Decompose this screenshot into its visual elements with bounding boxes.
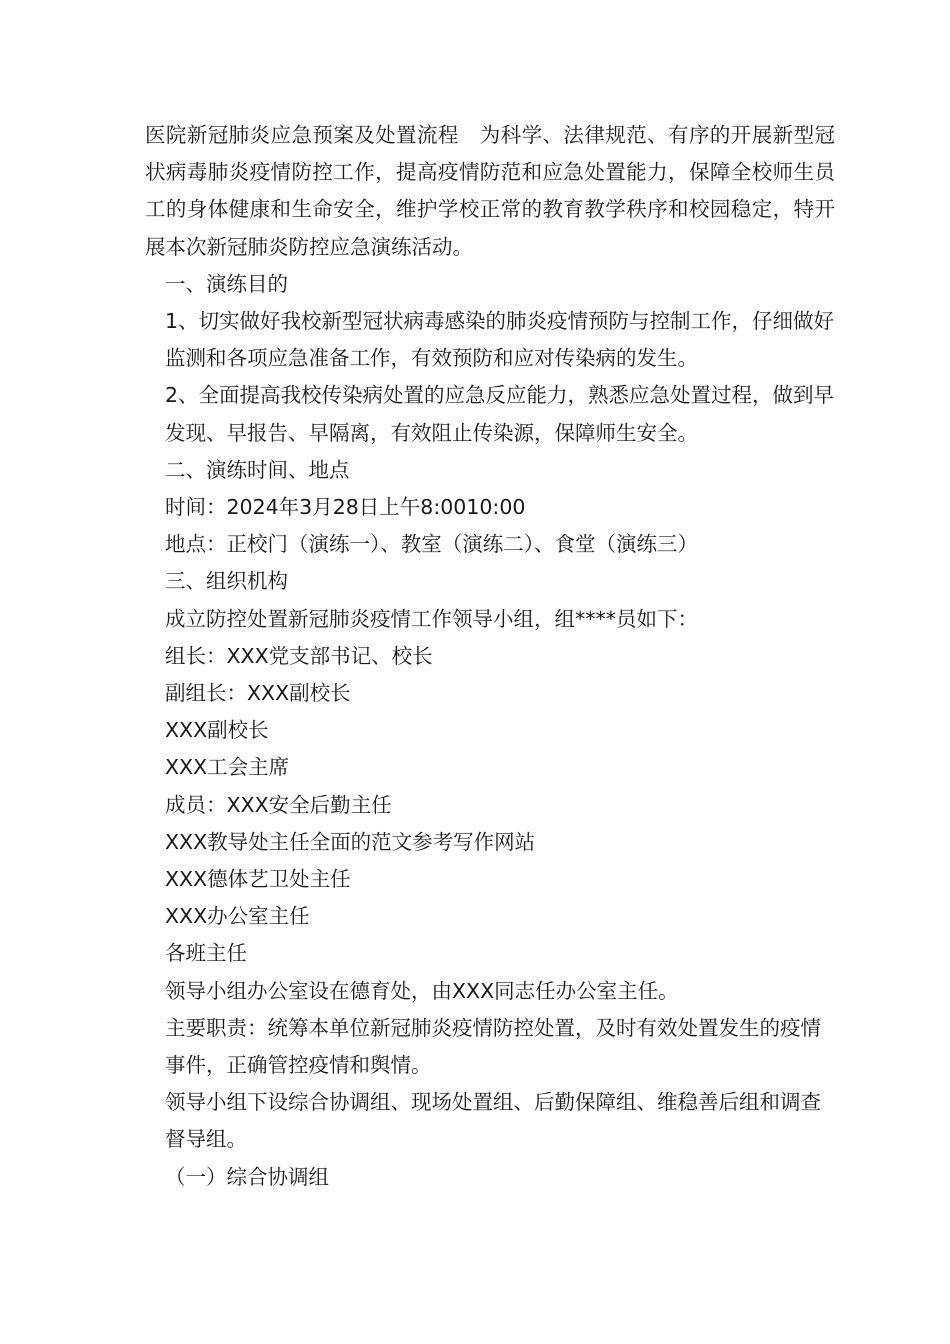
member-class-teachers: 各班主任	[165, 941, 247, 966]
deputy-member-line: XXX副校长	[165, 718, 269, 743]
section-heading-purpose: 一、演练目的	[165, 271, 288, 296]
purpose-item-2: 2、全面提高我校传染病处置的应急反应能力，熟悉应急处置过程，做到早发现、早报告、早隔离，有效阻止传染源，保障师生安全。	[165, 383, 835, 445]
drill-location: 地点：正校门（演练一）、教室（演练二）、食堂（演练三）	[165, 532, 698, 557]
main-duties-paragraph: 主要职责：统筹本单位新冠肺炎疫情防控处置，及时有效处置发生的疫情事件，正确管控疫情和舆情。	[165, 1015, 821, 1078]
member-pe-director: XXX德体艺卫处主任	[165, 867, 351, 892]
purpose-item-1: 1、切实做好我校新型冠状病毒感染的肺炎疫情预防与控制工作，仔细做好监测和各项应急准备工作，有效预防和应对传染病的发生。	[165, 309, 835, 371]
section-heading-time-place: 二、演练时间、地点	[165, 457, 350, 482]
organization-intro: 成立防控处置新冠肺炎疫情工作领导小组，组****员如下：	[165, 606, 698, 631]
subsection-heading-coordination: （一）综合协调组	[165, 1164, 329, 1189]
union-chair-line: XXX工会主席	[165, 755, 290, 780]
document-body	[145, 117, 835, 1196]
members-line: 成员：XXX安全后勤主任	[165, 792, 392, 817]
member-teaching-director: XXX教导处主任全面的范文参考写作网站	[165, 829, 536, 854]
member-office-director: XXX办公室主任	[165, 904, 310, 929]
drill-time: 时间：2024年3月28日上午8:0010:00	[165, 495, 526, 520]
section-heading-organization: 三、组织机构	[165, 569, 288, 594]
leader-line: 组长：XXX党支部书记、校长	[165, 643, 433, 668]
deputy-leader-line: 副组长：XXX副校长	[165, 681, 351, 706]
subgroups-paragraph: 领导小组下设综合协调组、现场处置组、后勤保障组、维稳善后组和调查督导组。	[165, 1090, 821, 1152]
office-location-line: 领导小组办公室设在德育处，由XXX同志任办公室主任。	[165, 978, 679, 1003]
intro-paragraph: 医院新冠肺炎应急预案及处置流程 为科学、法律规范、有序的开展新型冠状病毒肺炎疫情防控工作，提高疫情防范和应急处置能力，保障全校师生员工的身体健康和生命安全，维护学校正常的教育教学秩序和校园稳定，特开展本次新冠肺炎防控应急演练活动。	[145, 123, 835, 259]
